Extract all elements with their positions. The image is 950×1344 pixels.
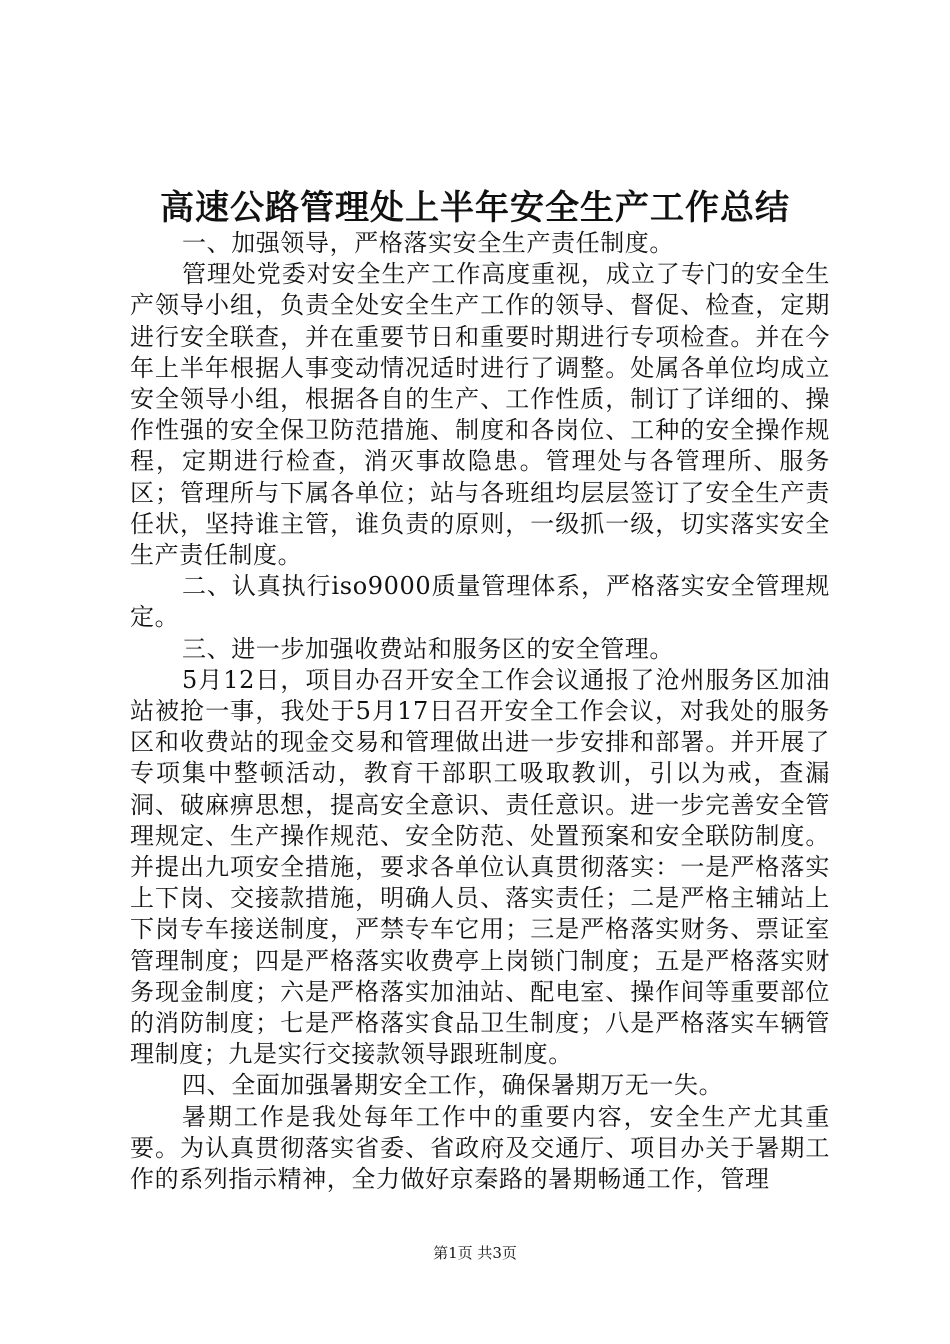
document-title: 高速公路管理处上半年安全生产工作总结 [160,188,790,228]
paragraph-1: 管理处党委对安全生产工作高度重视，成立了专门的安全生产领导小组，负责全处安全生产工作的领导、督促、检查，定期进行安全联查，并在重要节日和重要时期进行专项检查。并在今年上半年根据人事变动情况适时进行了调整。处属各单位均成立安全领导小组，根据各自的生产、工作性质，制订了详细的、操作性强的安全保卫防范措施、制度和各岗位、工种的安全操作规程，定期进行检查，消灭事故隐患。管理处与各管理所、服务区；管理所与下属各单位；站与各班组均层层签订了安全生产责任状，坚持谁主管，谁负责的原则，一级抓一级，切实落实安全生产责任制度。 [130,260,830,570]
page-footer: 第1页 共3页 [433,1244,517,1262]
paragraph-heading-2: 二、认真执行iso9000质量管理体系，严格落实安全管理规定。 [130,572,830,632]
paragraph-heading-4: 四、全面加强暑期安全工作，确保暑期万无一失。 [182,1071,724,1100]
paragraph-4: 暑期工作是我处每年工作中的重要内容，安全生产尤其重要。为认真贯彻落实省委、省政府及交通厅、项目办关于暑期工作的系列指示精神，全力做好京秦路的暑期畅通工作，管理 [130,1102,830,1194]
paragraph-heading-3: 三、进一步加强收费站和服务区的安全管理。 [182,634,674,663]
paragraph-heading-1: 一、加强领导，严格落实安全生产责任制度。 [182,229,674,257]
document-body [130,228,830,1195]
paragraph-3: 5月12日，项目办召开安全工作会议通报了沧州服务区加油站被抢一事，我处于5月17日召开安全工作会议，对我处的服务区和收费站的现金交易和管理做出进一步安排和部署。并开展了专项集中整顿活动，教育干部职工吸取教训，引以为戒，查漏洞、破麻痹思想，提高安全意识、责任意识。进一步完善安全管理规定、生产操作规范、安全防范、处置预案和安全联防制度。并提出九项安全措施，要求各单位认真贯彻落实：一是严格落实上下岗、交接款措施，明确人员、落实责任；二是严格主辅站上下岗专车接送制度，严禁专车它用；三是严格落实财务、票证室管理制度；四是严格落实收费亭上岗锁门制度；五是严格落实财务现金制度；六是严格落实加油站、配电室、操作间等重要部位的消防制度；七是严格落实食品卫生制度；八是严格落实车辆管理制度；九是实行交接款领导跟班制度。 [130,665,830,1069]
